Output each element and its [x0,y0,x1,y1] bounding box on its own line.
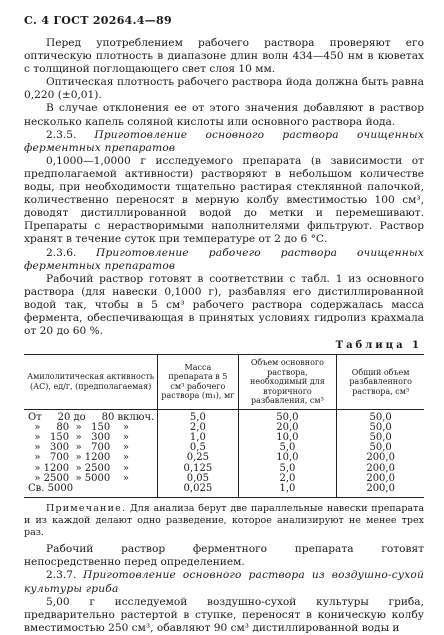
cell-mass: 0,05 [158,474,238,484]
cell-activity: » 700 » 1200 » [28,452,130,464]
cell-activity: » 80 » 150 » [28,421,130,433]
cell-mass: 0,25 [158,453,238,463]
column-header-activity: Амилолитическая активность (АС), ед/г, (предполагаемая) [24,355,158,410]
table-row [24,409,424,423]
column-header-volume: Объем основного раствора, необходимый для вторичного разбавления, см³ [238,355,337,410]
cell-activity: От 20 до 80 включ. [28,411,155,423]
section-number: 2.3.5. [46,128,77,141]
paragraph-working-solution: Рабочий раствор готовят в соответствии с табл. 1 из основного раствора (для навески 0,1000 г), разбавляя его дистиллированной водой так, чтобы в 5 см³ рабочего раствора содержалась масса фермента, обеспечивающая в принятых условиях гидролиз крахмала от 20 до 60 %. [24,272,424,338]
section-2-3-7-heading [24,569,424,595]
cell-total-volume: 200,0 [337,464,424,474]
page-header: С. 4 ГОСТ 20264.4—89 [24,14,172,27]
section-title: Приготовление основного раствора из воздушно-сухой культуры гриба [24,569,424,595]
cell-mass: 5,0 [158,409,238,423]
cell-activity: » 2500 » 5000 » [28,472,130,484]
cell-activity: » 1200 » 2500 » [28,462,130,474]
cell-total-volume: 50,0 [337,433,424,443]
cell-total-volume: 50,0 [337,409,424,423]
section-number: 2.3.6. [46,246,77,259]
cell-activity: » 300 » 700 » [28,442,130,454]
cell-total-volume: 50,0 [337,423,424,433]
section-2-3-5-heading [24,129,424,155]
paragraph-optical-density: Оптическая плотность рабочего раствора йода должна быть равна 0,220 (±0,01). [24,76,424,102]
cell-volume: 10,0 [238,453,337,463]
cell-total-volume: 200,0 [337,474,424,484]
table-caption: Таблица 1 [335,340,422,352]
cell-volume: 2,0 [238,474,337,484]
cell-mass: 1,0 [158,433,238,443]
cell-total-volume: 200,0 [337,484,424,498]
table-body [24,409,424,498]
dilution-table [24,354,424,498]
cell-total-volume: 50,0 [337,443,424,453]
note-text: Для анализа берут две параллельные навески препарата и из каждой делают одно разведение, которое анализируют не менее трех раз. [24,503,424,539]
cell-activity: Св. 5000 [24,484,158,498]
paragraph-culture-solution: 5,00 г исследуемой воздушно-сухой культуры гриба, предварительно растертой в ступке, переносят в коническую колбу вместимостью 250 см³, обавляют 90 см³ дистиллированной воды и [24,595,424,634]
section-2-3-6-heading [24,247,424,273]
section-title: Приготовление основного раствора очищенных ферментных препаратов [24,128,424,154]
note-label: Примечание. [46,503,127,515]
table-row [24,484,424,498]
cell-volume: 5,0 [238,464,337,474]
paragraph-deviation: В случае отклонения ее от этого значения добавляют в раствор несколько капель соляной кислоты или основного раствора йода. [24,102,424,128]
cell-volume: 5,0 [238,443,337,453]
table-header-row [24,355,424,410]
paragraph-main-solution: 0,1000—1,0000 г исследуемого препарата (в зависимости от предполагаемой активности) растворяют в небольшом количестве воды, при необходимости тщательно растирая стеклянной палочкой, количественно переносят в мерную колбу вместимостью 100 см³, доводят дистиллированной водой до метки и перемешивают. Препараты с нерастворимыми наполнителями фильтруют. Раствор хранят в течение суток при температуре от 2 до 6 °С. [24,154,424,246]
cell-activity: » 150 » 300 » [28,432,130,444]
cell-total-volume: 200,0 [337,453,424,463]
cell-mass: 0,125 [158,464,238,474]
section-title: Приготовление рабочего раствора очищенных ферментных препаратов [24,246,424,272]
cell-volume: 50,0 [238,409,337,423]
cell-mass: 0,025 [158,484,238,498]
column-header-mass: Масса препарата в 5 см³ рабочего раствора (m₁), мг [158,355,238,410]
cell-volume: 10,0 [238,433,337,443]
column-header-total-volume: Общий объем разбавленного раствора, см³ [337,355,424,410]
cell-mass: 2,0 [158,423,238,433]
paragraph-optical-check: Перед употреблением рабочего раствора проверяют его оптическую плотность в диапазоне длин волн 434—450 нм в кюветах с толщиной поглощающего свет слоя 10 мм. [24,37,424,76]
table-note [24,503,424,539]
cell-volume: 20,0 [238,423,337,433]
cell-volume: 1,0 [238,484,337,498]
paragraph-prepare-before: Рабочий раствор ферментного препарата готовят непосредственно перед определением. [24,543,424,569]
section-number: 2.3.7. [46,569,77,582]
table-row [24,474,424,484]
cell-mass: 0,5 [158,443,238,453]
